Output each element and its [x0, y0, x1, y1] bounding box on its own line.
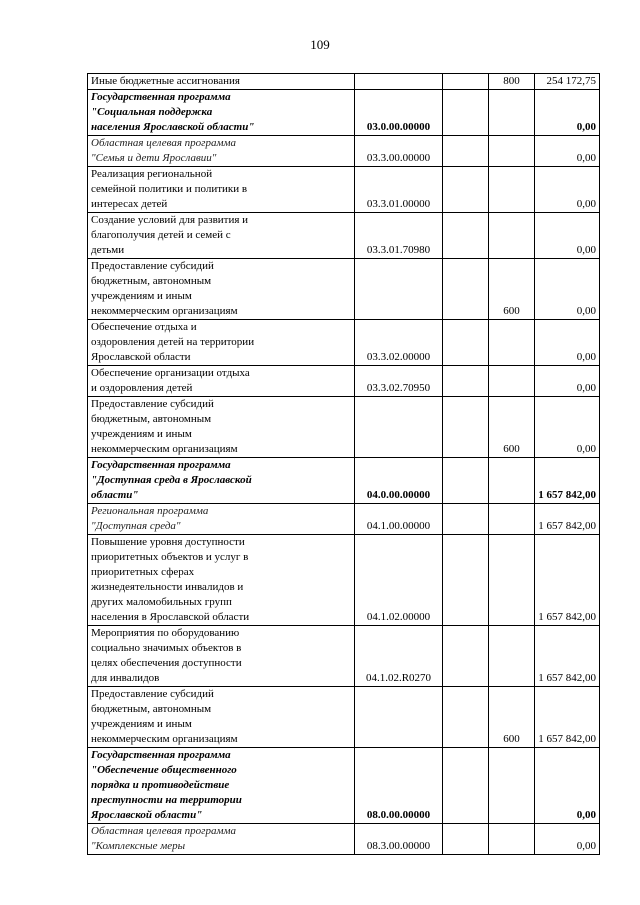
row-name — [88, 397, 355, 458]
budget-table — [87, 73, 600, 855]
row-empty-cell — [443, 167, 489, 213]
row-name — [88, 535, 355, 626]
row-name-line: Областная целевая программа — [91, 137, 237, 149]
row-name-line: Мероприятия по оборудованию — [91, 627, 240, 639]
row-name — [88, 504, 355, 535]
row-name-line: учреждениям и иным — [91, 718, 192, 730]
row-target-code: 03.3.00.00000 — [355, 136, 443, 167]
table-row — [88, 366, 600, 397]
row-name-line: интересах детей — [91, 198, 168, 210]
row-expense-type — [489, 504, 535, 535]
row-name-line: жизнедеятельности инвалидов и — [91, 581, 244, 593]
row-amount: 0,00 — [535, 90, 600, 136]
row-name-line: некоммерческим организациям — [91, 733, 238, 745]
row-amount: 0,00 — [535, 136, 600, 167]
row-name-line: некоммерческим организациям — [91, 305, 238, 317]
row-target-code: 03.3.02.70950 — [355, 366, 443, 397]
row-name-line: населения в Ярославской области — [91, 611, 250, 623]
row-name-line: порядка и противодействие — [91, 779, 230, 791]
row-amount: 0,00 — [535, 320, 600, 366]
row-name — [88, 136, 355, 167]
row-amount: 254 172,75 — [535, 74, 600, 90]
table-row — [88, 320, 600, 366]
row-name-line: Предоставление субсидий — [91, 688, 214, 700]
row-name-line: "Комплексные меры — [91, 840, 186, 852]
row-empty-cell — [443, 397, 489, 458]
row-name-line: бюджетным, автономным — [91, 413, 212, 425]
row-empty-cell — [443, 748, 489, 824]
row-name-line: некоммерческим организациям — [91, 443, 238, 455]
row-expense-type: 600 — [489, 397, 535, 458]
table-row — [88, 535, 600, 626]
row-name-line: благополучия детей и семей с — [91, 229, 231, 241]
row-name-line: Иные бюджетные ассигнования — [91, 75, 240, 87]
row-empty-cell — [443, 687, 489, 748]
row-amount: 1 657 842,00 — [535, 626, 600, 687]
row-name-line: Предоставление субсидий — [91, 260, 214, 272]
row-name-line: "Семья и дети Ярославии" — [91, 152, 217, 164]
row-amount: 0,00 — [535, 213, 600, 259]
row-name — [88, 90, 355, 136]
row-expense-type — [489, 213, 535, 259]
row-name-line: учреждениям и иным — [91, 290, 192, 302]
row-target-code: 04.0.00.00000 — [355, 458, 443, 504]
row-empty-cell — [443, 136, 489, 167]
row-amount: 1 657 842,00 — [535, 535, 600, 626]
row-target-code: 03.3.02.00000 — [355, 320, 443, 366]
row-expense-type — [489, 136, 535, 167]
row-target-code: 04.1.02.R0270 — [355, 626, 443, 687]
row-expense-type: 600 — [489, 687, 535, 748]
row-target-code: 08.3.00.00000 — [355, 824, 443, 855]
row-empty-cell — [443, 259, 489, 320]
table-row — [88, 687, 600, 748]
row-name-line: Обеспечение отдыха и — [91, 321, 197, 333]
row-name-line: бюджетным, автономным — [91, 275, 212, 287]
subprogram-row — [88, 136, 600, 167]
row-target-code — [355, 74, 443, 90]
row-name — [88, 259, 355, 320]
row-name-line: "Обеспечение общественного — [91, 764, 237, 776]
row-name — [88, 748, 355, 824]
row-name-line: Ярославской области" — [91, 809, 203, 821]
program-row — [88, 748, 600, 824]
table-row — [88, 167, 600, 213]
row-amount: 0,00 — [535, 167, 600, 213]
row-name-line: Реализация региональной — [91, 168, 213, 180]
row-amount: 1 657 842,00 — [535, 687, 600, 748]
row-name — [88, 366, 355, 397]
row-name-line: бюджетным, автономным — [91, 703, 212, 715]
row-expense-type: 800 — [489, 74, 535, 90]
row-empty-cell — [443, 458, 489, 504]
row-name-line: социально значимых объектов в — [91, 642, 242, 654]
row-amount: 1 657 842,00 — [535, 458, 600, 504]
row-name-line: Государственная программа — [91, 459, 231, 471]
row-empty-cell — [443, 824, 489, 855]
row-name-line: населения Ярославской области" — [91, 121, 255, 133]
row-target-code — [355, 397, 443, 458]
row-name-line: приоритетных объектов и услуг в — [91, 551, 249, 563]
row-empty-cell — [443, 213, 489, 259]
row-expense-type — [489, 824, 535, 855]
row-target-code: 08.0.00.00000 — [355, 748, 443, 824]
row-target-code: 03.3.01.70980 — [355, 213, 443, 259]
row-amount: 0,00 — [535, 824, 600, 855]
row-target-code: 03.0.00.00000 — [355, 90, 443, 136]
row-empty-cell — [443, 504, 489, 535]
row-name-line: оздоровления детей на территории — [91, 336, 255, 348]
row-name-line: Обеспечение организации отдыха — [91, 367, 250, 379]
table-row — [88, 74, 600, 90]
row-expense-type: 600 — [489, 259, 535, 320]
table-row — [88, 259, 600, 320]
row-name-line: и оздоровления детей — [91, 382, 193, 394]
program-row — [88, 458, 600, 504]
row-name-line: Региональная программа — [91, 505, 209, 517]
row-expense-type — [489, 167, 535, 213]
row-name-line: Ярославской области — [91, 351, 191, 363]
row-empty-cell — [443, 90, 489, 136]
row-name-line: детьми — [91, 244, 125, 256]
row-target-code: 03.3.01.00000 — [355, 167, 443, 213]
row-empty-cell — [443, 535, 489, 626]
program-row — [88, 90, 600, 136]
row-expense-type — [489, 90, 535, 136]
row-name-line: других маломобильных групп — [91, 596, 232, 608]
row-name — [88, 74, 355, 90]
row-expense-type — [489, 366, 535, 397]
row-name-line: "Доступная среда в Ярославской — [91, 474, 252, 486]
page-number: 109 — [310, 37, 330, 52]
row-amount: 0,00 — [535, 259, 600, 320]
row-expense-type — [489, 535, 535, 626]
row-name-line: Повышение уровня доступности — [91, 536, 245, 548]
row-name-line: Областная целевая программа — [91, 825, 237, 837]
subprogram-row — [88, 504, 600, 535]
row-name — [88, 824, 355, 855]
row-name-line: "Социальная поддержка — [91, 106, 213, 118]
row-name — [88, 320, 355, 366]
row-target-code — [355, 687, 443, 748]
row-name — [88, 687, 355, 748]
row-target-code: 04.1.02.00000 — [355, 535, 443, 626]
row-name-line: Государственная программа — [91, 91, 231, 103]
row-target-code: 04.1.00.00000 — [355, 504, 443, 535]
row-name-line: приоритетных сферах — [91, 566, 195, 578]
row-expense-type — [489, 320, 535, 366]
row-name-line: Предоставление субсидий — [91, 398, 214, 410]
row-name-line: семейной политики и политики в — [91, 183, 248, 195]
row-name — [88, 458, 355, 504]
row-name-line: для инвалидов — [91, 672, 160, 684]
row-target-code — [355, 259, 443, 320]
row-amount: 0,00 — [535, 397, 600, 458]
table-row — [88, 213, 600, 259]
row-amount: 1 657 842,00 — [535, 504, 600, 535]
row-name — [88, 213, 355, 259]
subprogram-row — [88, 824, 600, 855]
row-name-line: области" — [91, 489, 139, 501]
row-amount: 0,00 — [535, 748, 600, 824]
row-name — [88, 167, 355, 213]
row-name-line: учреждениям и иным — [91, 428, 192, 440]
budget-table-body — [88, 74, 600, 855]
row-expense-type — [489, 458, 535, 504]
row-expense-type — [489, 626, 535, 687]
row-amount: 0,00 — [535, 366, 600, 397]
row-name-line: Государственная программа — [91, 749, 231, 761]
table-row — [88, 397, 600, 458]
row-name-line: преступности на территории — [91, 794, 242, 806]
row-name-line: "Доступная среда" — [91, 520, 181, 532]
row-name-line: целях обеспечения доступности — [91, 657, 242, 669]
row-empty-cell — [443, 366, 489, 397]
row-name — [88, 626, 355, 687]
row-empty-cell — [443, 320, 489, 366]
table-row — [88, 626, 600, 687]
row-empty-cell — [443, 626, 489, 687]
row-empty-cell — [443, 74, 489, 90]
row-expense-type — [489, 748, 535, 824]
row-name-line: Создание условий для развития и — [91, 214, 249, 226]
